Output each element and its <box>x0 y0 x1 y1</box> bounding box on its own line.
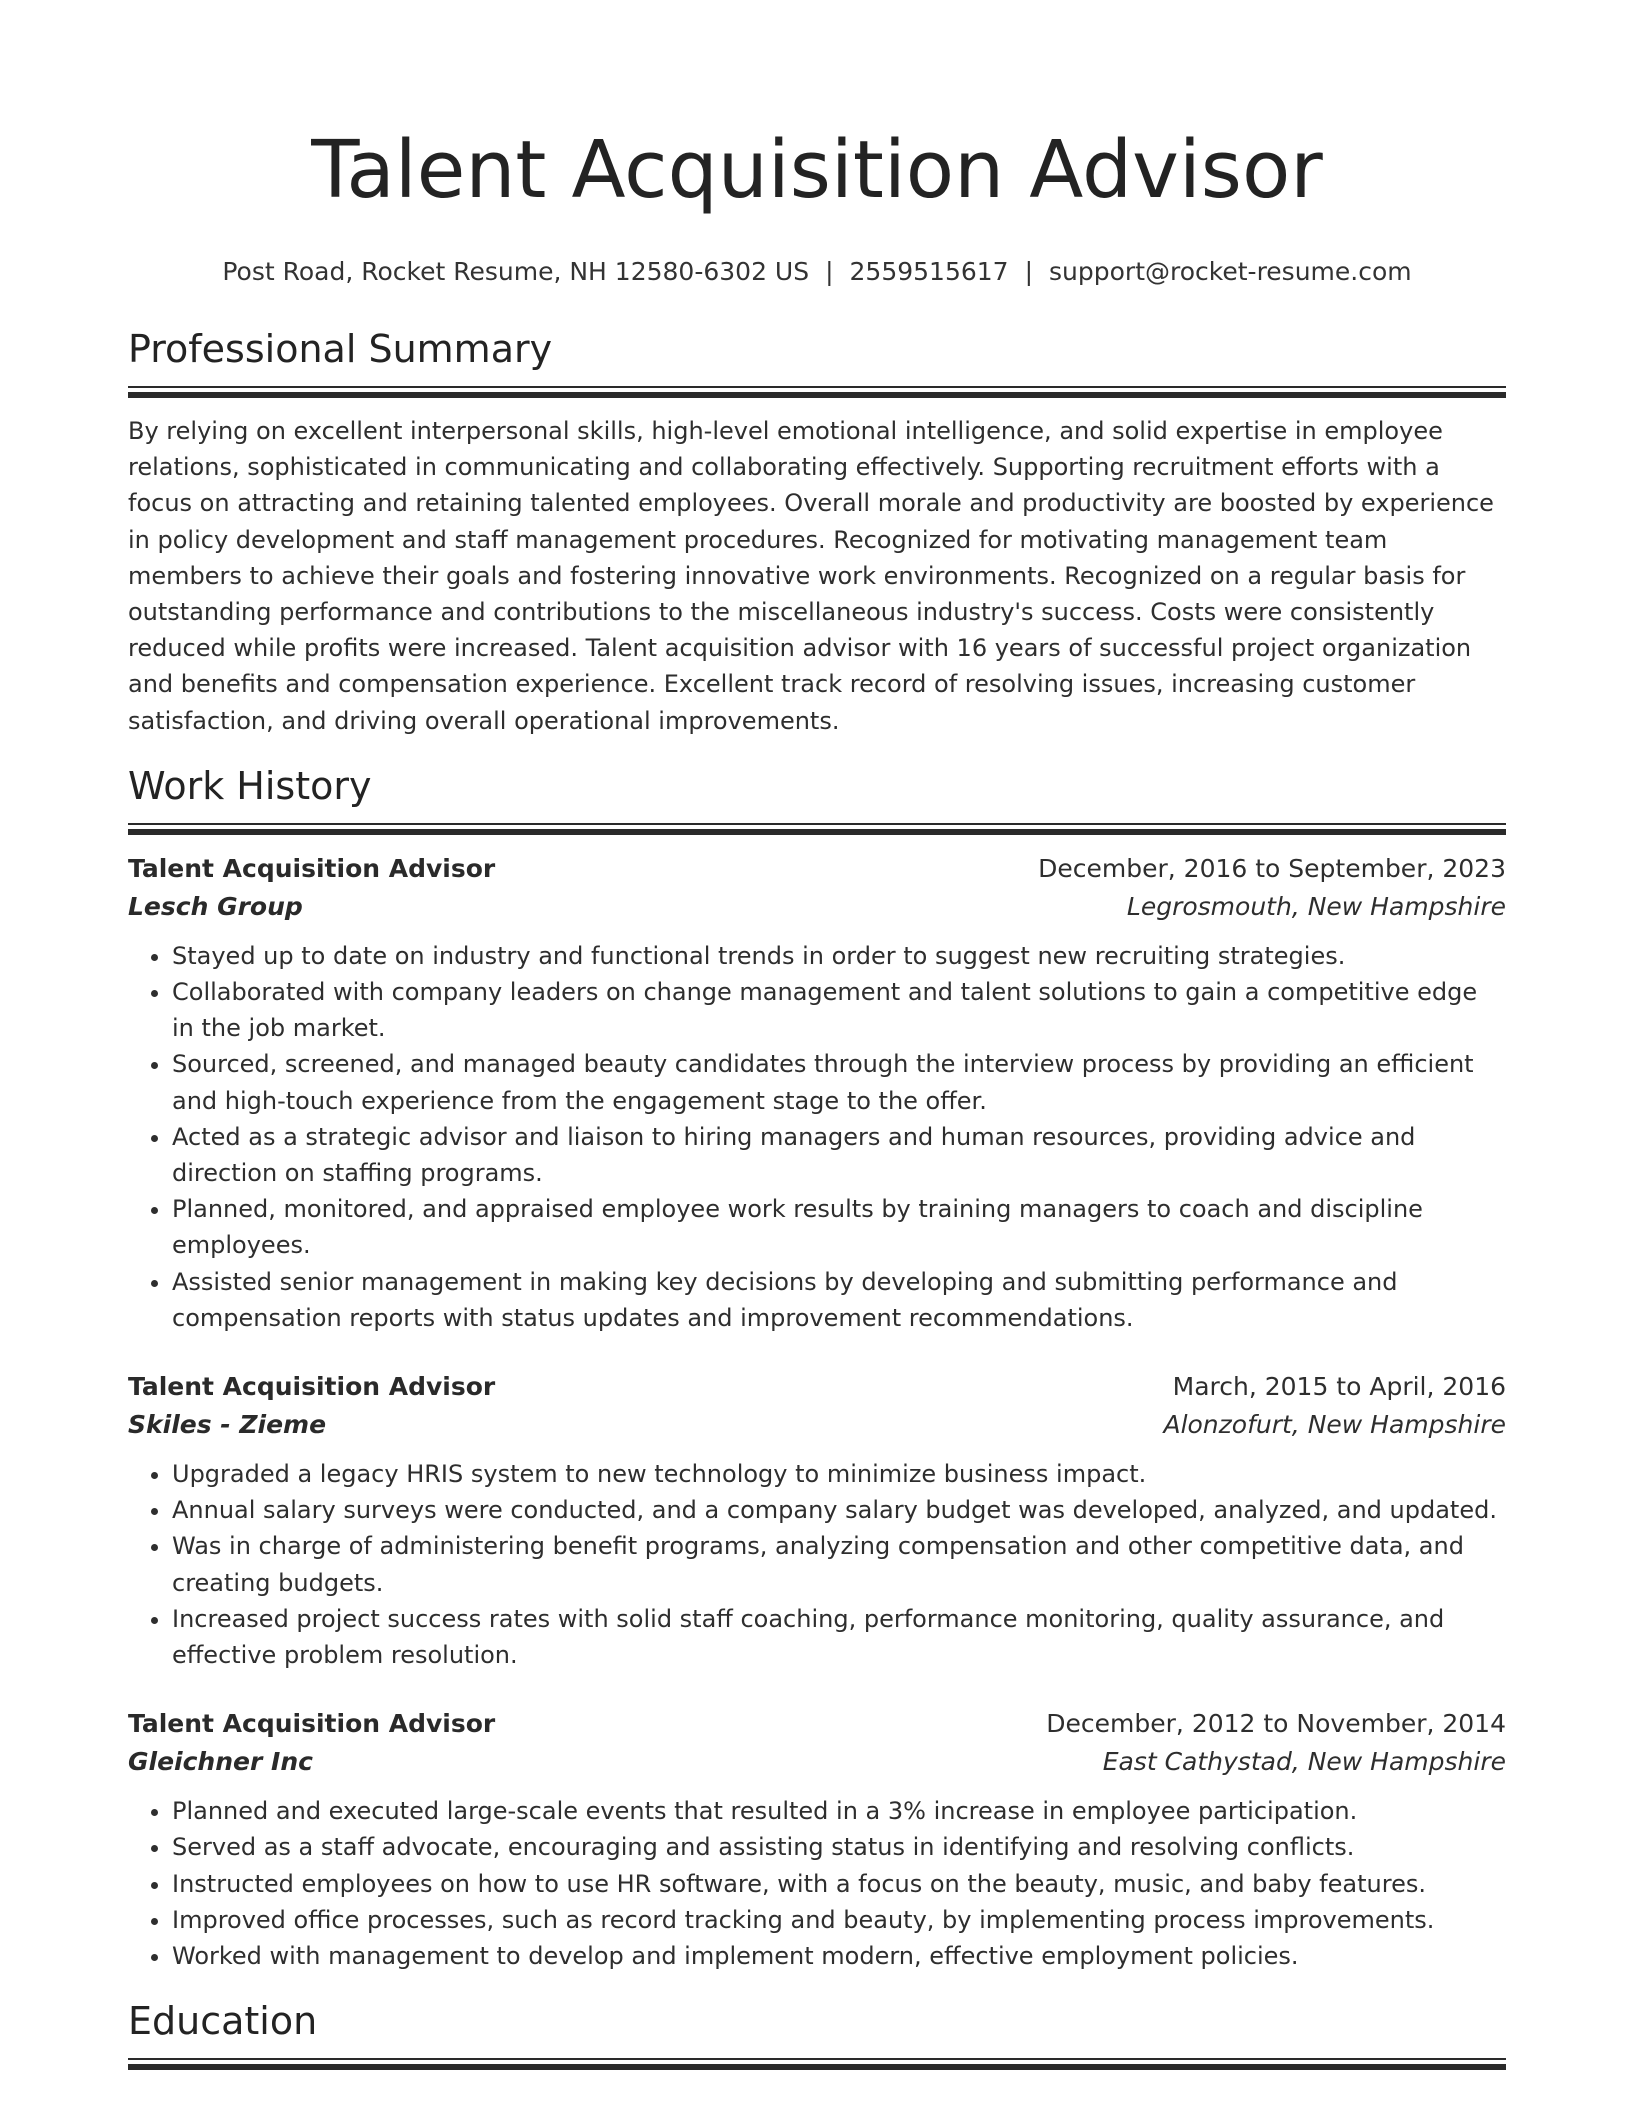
job-location: Alonzofurt, New Hampshire <box>1163 1410 1506 1440</box>
work-history-heading: Work History <box>128 763 372 808</box>
job-header <box>128 850 1506 888</box>
job-bullet: • Increased project success rates with solid staff coaching, performance monitoring, quality assurance, and effective problem resolution. <box>172 1601 1506 1673</box>
job-bullet: • Stayed up to date on industry and functional trends in order to suggest new recruiting strategies. <box>172 938 1506 974</box>
job-company: Lesch Group <box>128 891 303 921</box>
job-location: Legrosmouth, New Hampshire <box>1126 891 1506 921</box>
job-subheader <box>128 888 1506 926</box>
job-bullet: • Annual salary surveys were conducted, and a company salary budget was developed, analyzed, and updated. <box>172 1492 1506 1528</box>
resume-name: Talent Acquisition Advisor <box>311 124 1323 216</box>
job-subheader <box>128 1743 1506 1781</box>
job-entry <box>128 1705 1506 1974</box>
job-entry <box>128 1368 1506 1673</box>
summary-section <box>128 324 1506 739</box>
job-bullets <box>128 938 1506 1336</box>
job-bullet: • Was in charge of administering benefit programs, analyzing compensation and other competitive data, and creating budgets. <box>172 1528 1506 1600</box>
summary-text: By relying on excellent interpersonal skills, high-level emotional intelligence, and solid expertise in employee relations, sophisticated in communicating and collaborating effectively. Supporting recruitment efforts with a focus on attracting and retaining talented employees. Overall morale and productivity are boosted by experience in policy development and staff management procedures. Recognized for motivating management team members to achieve their goals and fostering innovative work environments. Recognized on a regular basis for outstanding performance and contributions to the miscellaneous industry's success. Costs were consistently reduced while profits were increased. Talent acquisition advisor with 16 years of successful project organization and benefits and compensation experience. Excellent track record of resolving issues, increasing customer satisfaction, and driving overall operational improvements. <box>128 417 1494 735</box>
job-dates: December, 2016 to September, 2023 <box>1038 853 1506 883</box>
job-header <box>128 1368 1506 1406</box>
job-bullet: • Acted as a strategic advisor and liaison to hiring managers and human resources, providing advice and direction on staffing programs. <box>172 1119 1506 1191</box>
contact-email: support@rocket-resume.com <box>1049 257 1412 286</box>
contact-line <box>128 254 1506 290</box>
job-company: Skiles - Zieme <box>128 1410 327 1440</box>
education-heading: Education <box>128 1999 318 2044</box>
job-bullet: • Served as a staff advocate, encouraging and assisting status in identifying and resolving conflicts. <box>172 1829 1506 1865</box>
job-title: Talent Acquisition Advisor <box>128 1372 496 1402</box>
job-subheader <box>128 1406 1506 1444</box>
job-bullet: • Planned, monitored, and appraised employee work results by training managers to coach and discipline employees. <box>172 1191 1506 1263</box>
job-dates: March, 2015 to April, 2016 <box>1172 1372 1506 1402</box>
resume-page <box>128 0 1506 2069</box>
job-bullet: • Worked with management to develop and implement modern, effective employment policies. <box>172 1938 1506 1974</box>
contact-address: Post Road, Rocket Resume, NH 12580-6302 US <box>222 257 810 286</box>
job-company: Gleichner Inc <box>128 1747 313 1777</box>
job-bullets <box>128 1456 1506 1673</box>
section-divider <box>128 823 1506 834</box>
contact-separator: | <box>825 257 834 286</box>
job-bullet: • Assisted senior management in making key decisions by developing and submitting performance and compensation reports with status updates and improvement recommendations. <box>172 1264 1506 1336</box>
job-bullet: • Upgraded a legacy HRIS system to new technology to minimize business impact. <box>172 1456 1506 1492</box>
job-title: Talent Acquisition Advisor <box>128 853 496 883</box>
section-divider <box>128 2058 1506 2069</box>
job-bullets <box>128 1793 1506 1974</box>
job-dates: December, 2012 to November, 2014 <box>1046 1709 1506 1739</box>
job-title: Talent Acquisition Advisor <box>128 1709 496 1739</box>
contact-phone: 2559515617 <box>849 257 1009 286</box>
summary-heading: Professional Summary <box>128 327 553 371</box>
education-section <box>128 1996 1506 2069</box>
job-header <box>128 1705 1506 1743</box>
job-location: East Cathystad, New Hampshire <box>1102 1747 1506 1777</box>
job-bullet: • Improved office processes, such as record tracking and beauty, by implementing process improvements. <box>172 1902 1506 1938</box>
job-entry <box>128 850 1506 1336</box>
job-bullet: • Sourced, screened, and managed beauty candidates through the interview process by providing an efficient and high-touch experience from the engagement stage to the offer. <box>172 1046 1506 1118</box>
job-bullet: • Instructed employees on how to use HR software, with a focus on the beauty, music, and baby features. <box>172 1866 1506 1902</box>
contact-separator: | <box>1024 257 1034 286</box>
work-history-section <box>128 761 1506 1974</box>
section-divider <box>128 386 1506 397</box>
job-bullet: • Planned and executed large-scale events that resulted in a 3% increase in employee participation. <box>172 1793 1506 1829</box>
job-bullet: • Collaborated with company leaders on change management and talent solutions to gain a competitive edge in the job market. <box>172 974 1506 1046</box>
